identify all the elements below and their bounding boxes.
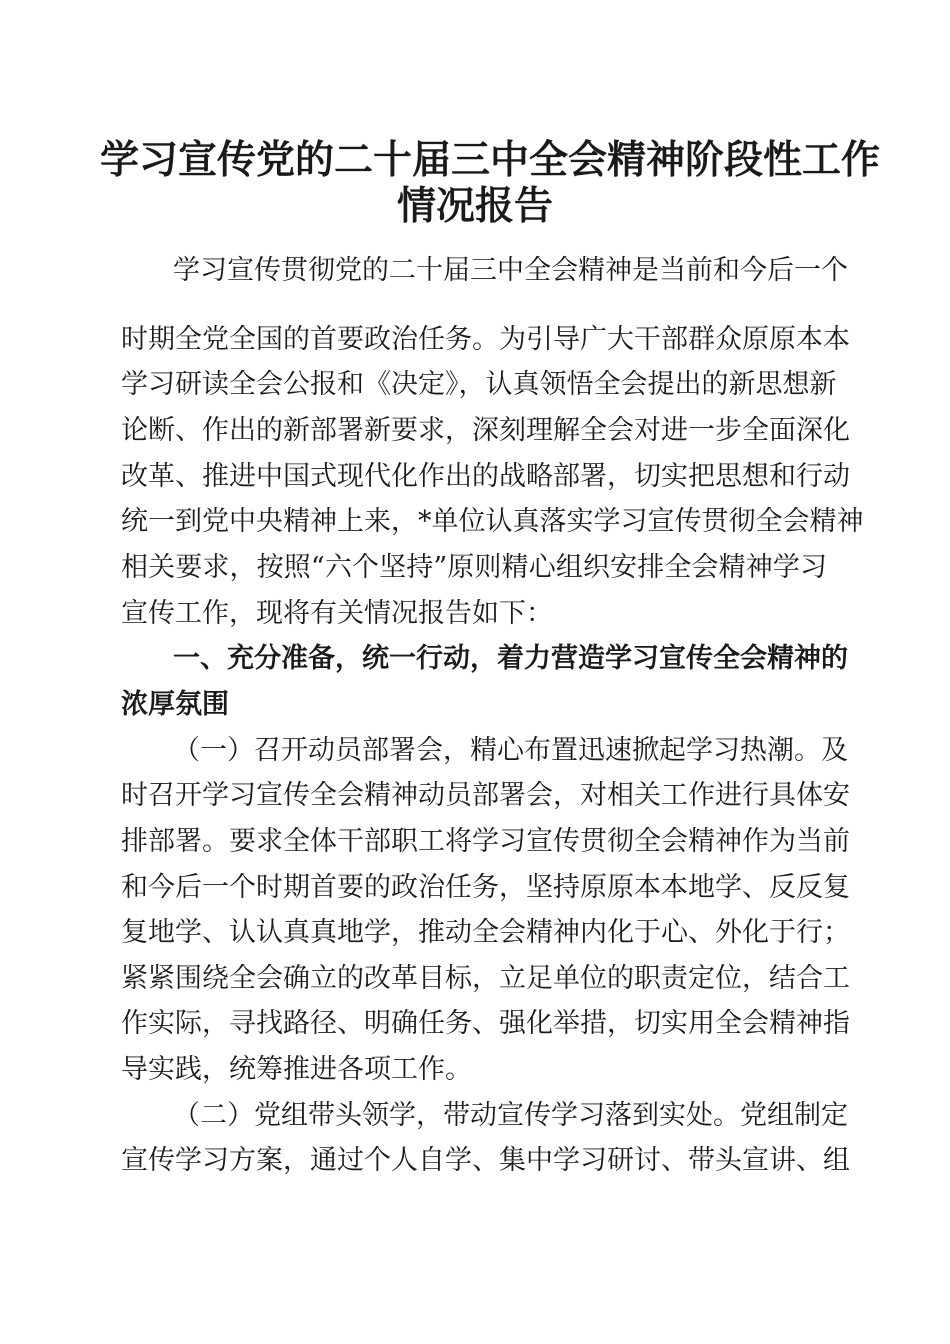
text-line: 学习研读全会公报和《决定》，认真领悟全会提出的新思想新: [121, 369, 837, 400]
document-title-line-2: 情况报告: [396, 183, 553, 229]
text-line: 时召开学习宣传全会精神动员部署会，对相关工作进行具体安: [121, 780, 850, 811]
text-line: 宣传工作，现将有关情况报告如下：: [121, 598, 553, 629]
text-line: 论断、作出的新部署新要求，深刻理解全会对进一步全面深化: [121, 415, 850, 446]
text-line: 学习宣传贯彻党的二十届三中全会精神是当前和今后一个: [173, 255, 848, 286]
text-line: 作实际，寻找路径、明确任务、强化举措，切实用全会精神指: [121, 1008, 850, 1039]
text-line: 相关要求，按照“六个坚持”原则精心组织安排全会精神学习: [121, 552, 827, 583]
text-line: 改革、推进中国式现代化作出的战略部署，切实把思想和行动: [121, 461, 850, 492]
text-line: 紧紧围绕全会确立的改革目标，立足单位的职责定位，结合工: [121, 963, 850, 994]
text-line: 复地学、认认真真地学，推动全会精神内化于心、外化于行；: [121, 917, 850, 948]
text-line: （一）召开动员部署会，精心布置迅速掀起学习热潮。及: [173, 735, 848, 766]
text-line: 宣传学习方案，通过个人自学、集中学习研讨、带头宣讲、组: [121, 1145, 850, 1176]
heading-line: 一、充分准备，统一行动，着力营造学习宣传全会精神的: [173, 643, 848, 674]
document-title-line-1: 学习宣传党的二十届三中全会精神阶段性工作: [100, 137, 881, 183]
text-line: 导实践，统筹推进各项工作。: [121, 1054, 472, 1085]
text-line: （二）党组带头领学，带动宣传学习落到实处。党组制定: [173, 1100, 848, 1131]
text-line: 和今后一个时期首要的政治任务，坚持原原本本地学、反反复: [121, 872, 850, 903]
text-line: 统一到党中央精神上来，*单位认真落实学习宣传贯彻全会精神: [121, 506, 864, 537]
heading-line: 浓厚氛围: [121, 689, 229, 720]
text-line: 时期全党全国的首要政治任务。为引导广大干部群众原原本本: [121, 324, 850, 355]
text-line: 排部署。要求全体干部职工将学习宣传贯彻全会精神作为当前: [121, 826, 850, 857]
